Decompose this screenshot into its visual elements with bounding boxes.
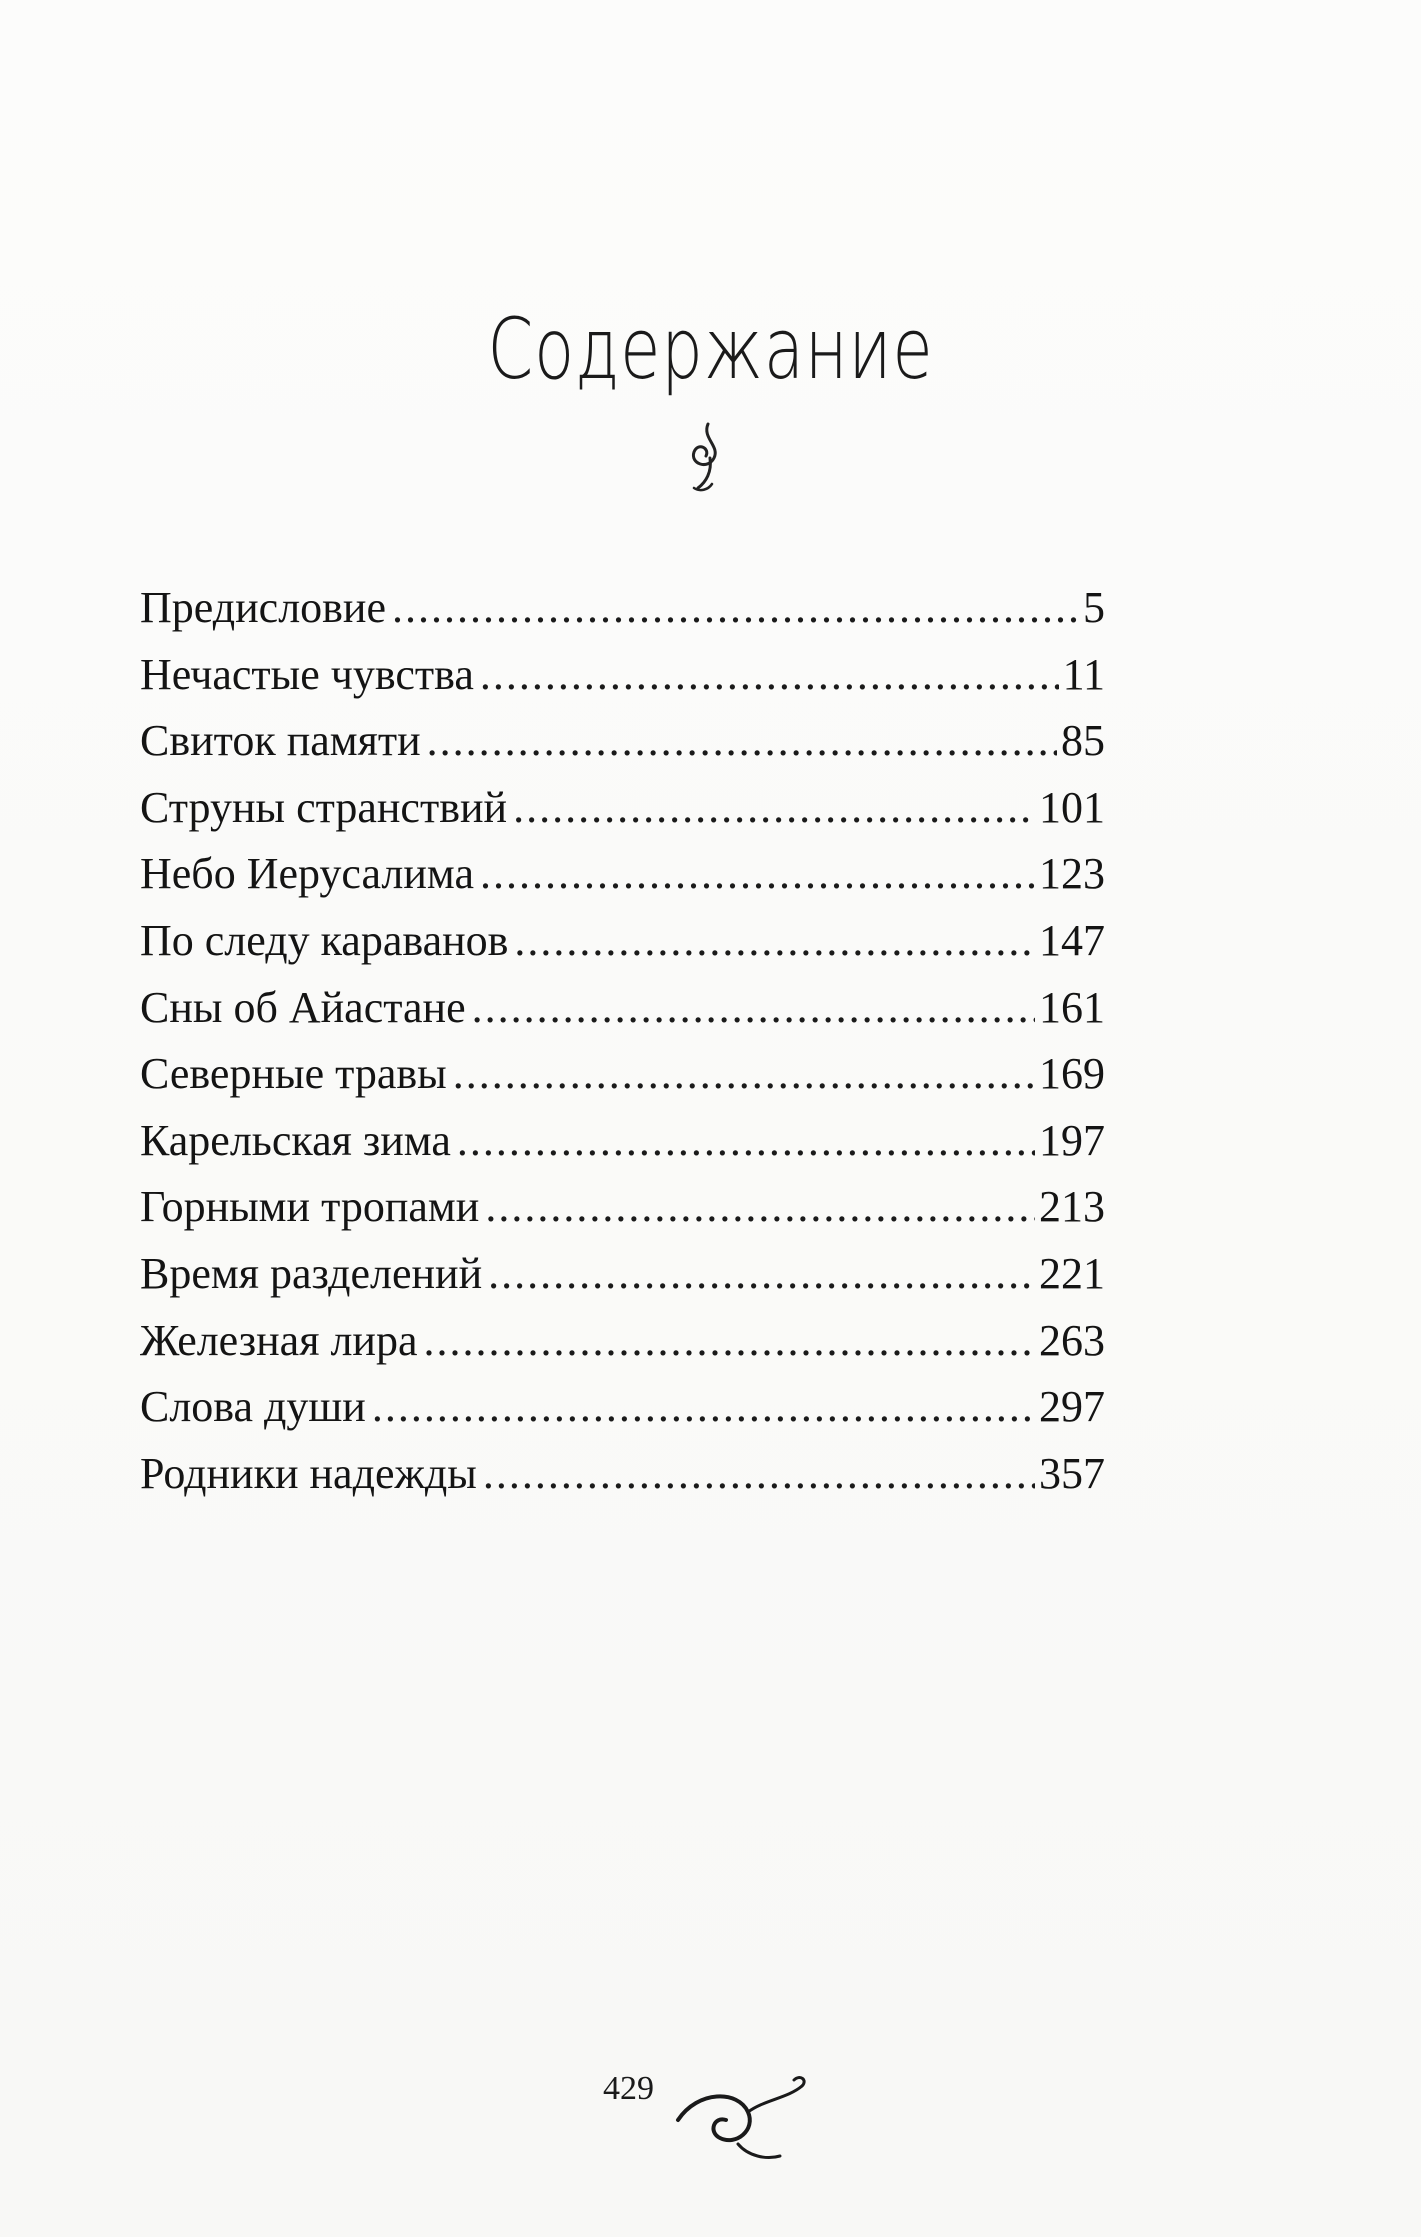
page-number: 429 [603,2070,654,2107]
toc-dot-leader [514,908,1035,975]
toc-entry-title: Струны странствий [140,782,508,832]
toc-entry [140,841,1105,908]
page-footer [0,2060,1421,2170]
toc-entry [140,1241,1105,1308]
toc-entry-page: 357 [1039,1448,1105,1498]
toc-entry-title: Время разделений [140,1248,483,1298]
swirl-ornament-icon [668,2060,828,2170]
toc-entry-title: Предисловие [140,583,386,632]
toc-entry-page: 147 [1039,915,1105,965]
toc-entry [140,908,1105,975]
toc-dot-leader [423,1308,1035,1375]
toc-entry-page: 11 [1062,649,1105,699]
toc-dot-leader [483,1441,1035,1508]
toc-entry [140,575,1105,642]
toc-entry-page: 213 [1039,1182,1105,1232]
toc-entry-title: Небо Иерусалима [140,849,474,899]
toc-entry-title: Слова души [140,1382,366,1432]
toc-dot-leader [480,841,1035,908]
toc-entry-title: Нечастые чувства [140,649,474,699]
toc-dot-leader [513,775,1035,842]
toc-entry [140,1441,1105,1508]
toc-entry-title: Карельская зима [140,1115,451,1165]
toc-dot-leader [472,975,1035,1042]
toc-entry [140,1308,1105,1375]
toc-entry-page: 101 [1039,782,1105,832]
toc-dot-leader [485,1174,1035,1241]
toc-entry-page: 263 [1039,1315,1105,1365]
toc-dot-leader [427,708,1057,775]
toc-entry-title: Свиток памяти [140,716,421,766]
toc-entry [140,1174,1105,1241]
toc-entry-page: 161 [1039,982,1105,1032]
toc-entry-title: Железная лира [140,1315,418,1365]
toc-entry [140,1108,1105,1175]
toc-entry-title: Северные травы [140,1049,447,1099]
toc-entry-title: Горными тропами [140,1182,480,1232]
toc-entry [140,1374,1105,1441]
toc-entry [140,642,1105,709]
toc-dot-leader [457,1108,1035,1175]
toc-dot-leader [372,1374,1035,1441]
toc-entry-page: 197 [1039,1115,1105,1165]
toc-entry-page: 123 [1039,849,1105,899]
toc-entry [140,775,1105,842]
toc-entry [140,1041,1105,1108]
table-of-contents [140,575,1105,1507]
toc-dot-leader [392,575,1079,642]
toc-dot-leader [480,642,1059,709]
toc-entry [140,975,1105,1042]
flourish-ornament-icon [650,418,770,498]
toc-entry-page: 297 [1039,1382,1105,1432]
page-title: Содержание [487,300,934,398]
toc-entry-page: 169 [1039,1049,1105,1099]
toc-entry-title: По следу караванов [140,915,509,965]
toc-dot-leader [453,1041,1035,1108]
toc-entry-page: 221 [1039,1248,1105,1298]
toc-entry [140,708,1105,775]
toc-entry-title: Сны об Айастане [140,982,466,1032]
toc-entry-page: 5 [1083,583,1105,632]
toc-entry-page: 85 [1061,716,1105,766]
toc-dot-leader [488,1241,1035,1308]
toc-entry-title: Родники надежды [140,1448,477,1498]
